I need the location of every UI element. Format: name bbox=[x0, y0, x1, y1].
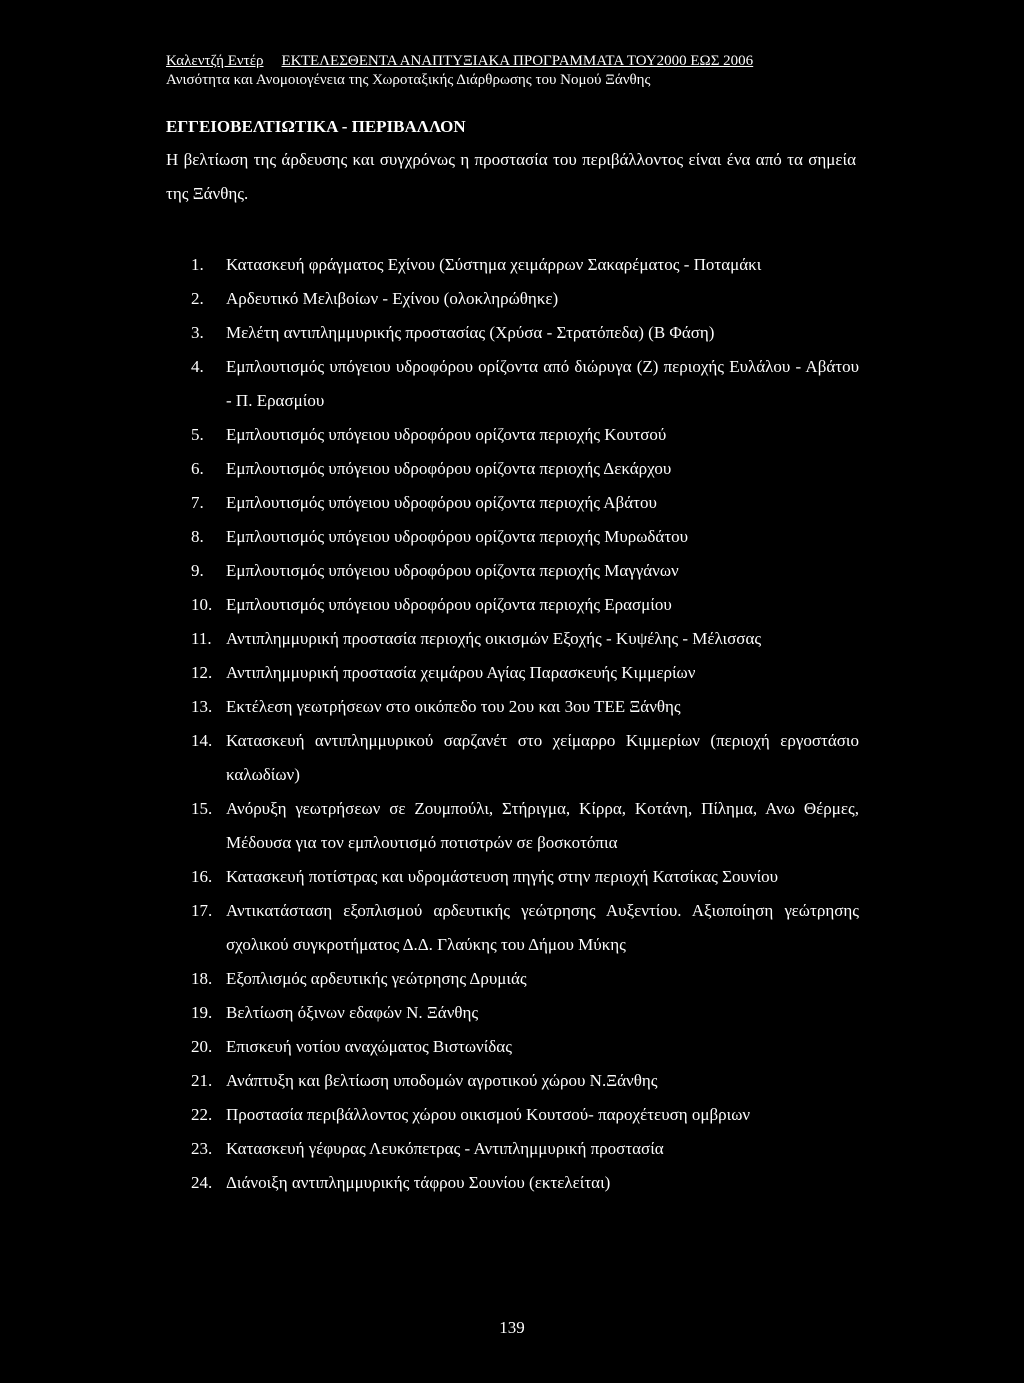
list-item bbox=[191, 316, 859, 350]
list-item-text: Προστασία περιβάλλοντος χώρου οικισμού Κουτσού- παροχέτευση ομβριων bbox=[226, 1105, 751, 1124]
list-item-number: 9. bbox=[191, 561, 204, 580]
list-item bbox=[191, 860, 859, 894]
list-item bbox=[191, 1132, 859, 1166]
list-item-number: 13. bbox=[191, 697, 213, 716]
list-item bbox=[191, 486, 859, 520]
list-item-text: Κατασκευή γέφυρας Λευκόπετρας - Αντιπλημμυρική προστασία bbox=[226, 1139, 664, 1158]
list-item-number: 22. bbox=[191, 1105, 213, 1124]
list-item-text: Εμπλουτισμός υπόγειου υδροφόρου ορίζοντα περιοχής Αβάτου bbox=[226, 493, 657, 512]
list-item-text: Αρδευτικό Μελιβοίων - Εχίνου (ολοκληρώθηκε) bbox=[226, 289, 559, 308]
list-item-text: Αντιπλημμυρική προστασία περιοχής οικισμών Εξοχής - Κυψέλης - Μέλισσας bbox=[226, 629, 762, 648]
list-item-number: 15. bbox=[191, 799, 213, 818]
list-item-text: Διάνοιξη αντιπλημμυρικής τάφρου Σουνίου (εκτελείται) bbox=[226, 1173, 611, 1192]
list-item bbox=[191, 622, 859, 656]
list-item-text: Επισκευή νοτίου αναχώματος Βιστωνίδας bbox=[226, 1037, 512, 1056]
header-title: ΕΚΤΕΛΕΣΘΕΝΤΑ ΑΝΑΠΤΥΞΙΑΚΑ ΠΡΟΓΡΑΜΜΑΤΑ ΤΟΥ2000 ΕΩΣ 2006 bbox=[281, 53, 754, 69]
list-item-number: 17. bbox=[191, 901, 213, 920]
list-item bbox=[191, 792, 859, 860]
list-item bbox=[191, 996, 859, 1030]
list-item-number: 23. bbox=[191, 1139, 213, 1158]
list-item bbox=[191, 554, 859, 588]
list-item-text: Μελέτη αντιπλημμυρικής προστασίας (Χρύσα - Στρατόπεδα) (Β Φάση) bbox=[226, 323, 715, 342]
list-item-text: Κατασκευή αντιπλημμυρικού σαρζανέτ στο χείμαρρο Κιμμερίων (περιοχή εργοστάσιο καλωδίων) bbox=[226, 731, 859, 784]
list-item-text: Κατασκευή φράγματος Εχίνου (Σύστημα χειμάρρων Σακαρέματος - Ποταμάκι bbox=[226, 255, 762, 274]
list-item bbox=[191, 690, 859, 724]
running-header bbox=[166, 52, 866, 90]
list-item-number: 20. bbox=[191, 1037, 213, 1056]
list-item-text: Εμπλουτισμός υπόγειου υδροφόρου ορίζοντα περιοχής Δεκάρχου bbox=[226, 459, 672, 478]
list-item-number: 1. bbox=[191, 255, 204, 274]
list-item-number: 8. bbox=[191, 527, 204, 546]
list-item-text: Εξοπλισμός αρδευτικής γεώτρησης Δρυμιάς bbox=[226, 969, 527, 988]
list-item-number: 24. bbox=[191, 1173, 213, 1192]
section-intro: Η βελτίωση της άρδευσης και συγχρόνως η προστασία του περιβάλλοντος είναι ένα από τα σημεία της Ξάνθης. bbox=[166, 150, 856, 203]
list-item bbox=[191, 418, 859, 452]
list-item-text: Εμπλουτισμός υπόγειου υδροφόρου ορίζοντα από διώρυγα (Ζ) περιοχής Ευλάλου - Αβάτου - Π. Ερασμίου bbox=[226, 357, 859, 410]
header-author: Καλεντζή Εντέρ bbox=[166, 53, 264, 69]
list-item bbox=[191, 1098, 859, 1132]
list-item bbox=[191, 894, 859, 962]
list-item bbox=[191, 656, 859, 690]
list-item-number: 18. bbox=[191, 969, 213, 988]
page-number: 139 bbox=[499, 1318, 525, 1337]
list-item-text: Ανάπτυξη και βελτίωση υποδομών αγροτικού χώρου Ν.Ξάνθης bbox=[226, 1071, 658, 1090]
list-item-text: Κατασκευή ποτίστρας και υδρομάστευση πηγής στην περιοχή Κατσίκας Σουνίου bbox=[226, 867, 779, 886]
list-item bbox=[191, 1030, 859, 1064]
list-item-text: Ανόρυξη γεωτρήσεων σε Ζουμπούλι, Στήριγμα, Κίρρα, Κοτάνη, Πίλημα, Ανω Θέρμες, Μέδουσα για τον εμπλουτισμό ποτιστρών σε βοσκοτόπια bbox=[226, 799, 859, 852]
list-item-number: 10. bbox=[191, 595, 213, 614]
section-title: ΕΓΓΕΙΟΒΕΛΤΙΩΤΙΚΑ - ΠΕΡΙΒΑΛΛΟΝ bbox=[166, 117, 466, 136]
list-item-number: 11. bbox=[191, 629, 212, 648]
list-item-number: 7. bbox=[191, 493, 204, 512]
list-item-number: 19. bbox=[191, 1003, 213, 1022]
list-item-text: Εμπλουτισμός υπόγειου υδροφόρου ορίζοντα περιοχής Ερασμίου bbox=[226, 595, 672, 614]
list-item bbox=[191, 962, 859, 996]
list-item-number: 21. bbox=[191, 1071, 213, 1090]
header-title-line bbox=[166, 52, 866, 71]
header-subtitle: Ανισότητα και Ανομοιογένεια της Χωροταξικής Διάρθρωσης του Νομού Ξάνθης bbox=[166, 72, 651, 88]
list-item bbox=[191, 282, 859, 316]
list-item-text: Αντιπλημμυρική προστασία χειμάρου Αγίας Παρασκευής Κιμμερίων bbox=[226, 663, 696, 682]
projects-list bbox=[191, 248, 859, 1200]
list-item-number: 5. bbox=[191, 425, 204, 444]
list-item-text: Εκτέλεση γεωτρήσεων στο οικόπεδο του 2ου και 3ου ΤΕΕ Ξάνθης bbox=[226, 697, 681, 716]
list-item-number: 14. bbox=[191, 731, 213, 750]
list-item-text: Εμπλουτισμός υπόγειου υδροφόρου ορίζοντα περιοχής Μυρωδάτου bbox=[226, 527, 689, 546]
list-item bbox=[191, 520, 859, 554]
list-item-number: 3. bbox=[191, 323, 204, 342]
list-item-number: 12. bbox=[191, 663, 213, 682]
list-item bbox=[191, 1166, 859, 1200]
list-item-number: 6. bbox=[191, 459, 204, 478]
list-item-number: 4. bbox=[191, 357, 204, 376]
list-item-number: 2. bbox=[191, 289, 204, 308]
list-item-number: 16. bbox=[191, 867, 213, 886]
list-item-text: Βελτίωση όξινων εδαφών Ν. Ξάνθης bbox=[226, 1003, 479, 1022]
list-item bbox=[191, 350, 859, 418]
list-item bbox=[191, 1064, 859, 1098]
list-item bbox=[191, 248, 859, 282]
list-item bbox=[191, 452, 859, 486]
list-item-text: Εμπλουτισμός υπόγειου υδροφόρου ορίζοντα περιοχής Κουτσού bbox=[226, 425, 667, 444]
list-item-text: Εμπλουτισμός υπόγειου υδροφόρου ορίζοντα περιοχής Μαγγάνων bbox=[226, 561, 679, 580]
list-item bbox=[191, 588, 859, 622]
list-item bbox=[191, 724, 859, 792]
list-item-text: Αντικατάσταση εξοπλισμού αρδευτικής γεώτρησης Αυξεντίου. Αξιοποίηση γεώτρησης σχολικού συγκροτήματος Δ.Δ. Γλαύκης του Δήμου Μύκης bbox=[226, 901, 859, 954]
